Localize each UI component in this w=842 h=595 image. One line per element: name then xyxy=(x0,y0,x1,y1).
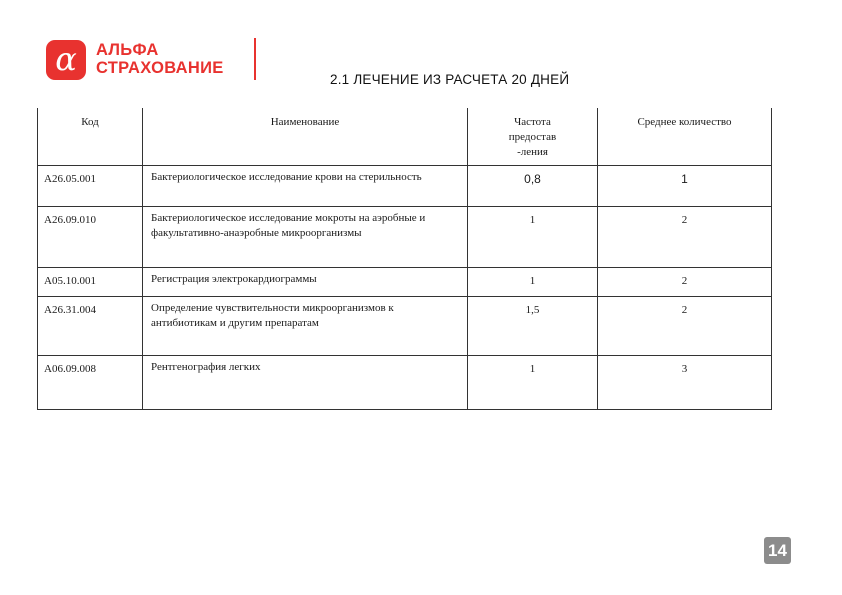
cell-quantity: 3 xyxy=(597,355,772,410)
cell-name: Регистрация электрокардиограммы xyxy=(142,267,468,297)
cell-code: A26.05.001 xyxy=(37,165,143,207)
page-title: 2.1 ЛЕЧЕНИЕ ИЗ РАСЧЕТА 20 ДНЕЙ xyxy=(330,72,570,87)
cell-quantity: 2 xyxy=(597,267,772,297)
cell-code: A06.09.008 xyxy=(37,355,143,410)
logo-line-1: АЛЬФА xyxy=(96,41,159,59)
cell-name: Определение чувствительности микроорганизмов к антибиотикам и другим препаратам xyxy=(142,296,468,356)
header-divider xyxy=(254,38,256,80)
cell-code: A05.10.001 xyxy=(37,267,143,297)
alpha-logo-icon: α xyxy=(46,40,86,80)
cell-frequency: 1 xyxy=(467,206,598,268)
cell-frequency: 1 xyxy=(467,355,598,410)
company-logo xyxy=(46,38,266,82)
header-cell-name: Наименование xyxy=(142,108,468,166)
header-cell-code: Код xyxy=(37,108,143,166)
cell-frequency: 1 xyxy=(467,267,598,297)
header-cell-quantity: Среднее количество xyxy=(597,108,772,166)
cell-name: Бактериологическое исследование мокроты на аэробные и факультативно-анаэробные микроорганизмы xyxy=(142,206,468,268)
logo-line-2: СТРАХОВАНИЕ xyxy=(96,59,224,77)
cell-name: Рентгенография легких xyxy=(142,355,468,410)
cell-frequency: 1,5 xyxy=(467,296,598,356)
cell-quantity: 2 xyxy=(597,206,772,268)
cell-name: Бактериологическое исследование крови на стерильность xyxy=(142,165,468,207)
cell-code: A26.09.010 xyxy=(37,206,143,268)
cell-quantity: 2 xyxy=(597,296,772,356)
cell-code: A26.31.004 xyxy=(37,296,143,356)
cell-frequency: 0,8 xyxy=(467,165,598,207)
page-number-badge: 14 xyxy=(764,537,791,564)
logo-wordmark xyxy=(96,41,224,77)
header-cell-frequency: Частота предостав -ления xyxy=(467,108,598,166)
cell-quantity: 1 xyxy=(597,165,772,207)
